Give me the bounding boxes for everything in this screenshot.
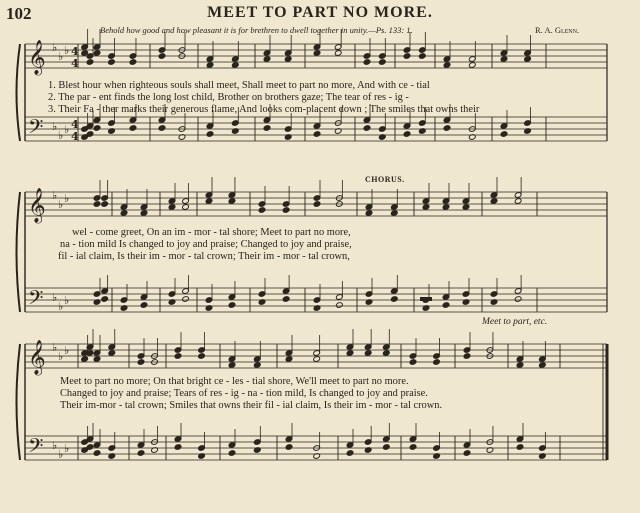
note-head bbox=[120, 210, 128, 217]
note-head bbox=[93, 450, 101, 457]
note-head bbox=[129, 125, 137, 132]
hymn-title: MEET TO PART NO MORE. bbox=[207, 4, 433, 21]
note-head bbox=[391, 210, 399, 217]
flat-sign: ♭ bbox=[52, 341, 58, 354]
note-head bbox=[182, 204, 190, 211]
flat-sign: ♭ bbox=[52, 41, 58, 54]
flat-sign: ♭ bbox=[58, 198, 64, 211]
note-head bbox=[158, 53, 166, 60]
flat-sign: ♭ bbox=[52, 189, 58, 202]
note-head bbox=[263, 56, 271, 63]
flat-sign: ♭ bbox=[64, 294, 70, 307]
note-head bbox=[500, 56, 508, 63]
note-head bbox=[403, 131, 411, 138]
epigraph: Behold how good and how pleasant it is for brethren to dwell together in unity.—Ps. 133: 1. bbox=[100, 25, 413, 35]
note-head bbox=[514, 198, 522, 205]
note-head bbox=[313, 131, 321, 138]
note-head bbox=[93, 356, 101, 363]
author-credit: R. A. Glenn. bbox=[535, 25, 580, 35]
flat-sign: ♭ bbox=[58, 350, 64, 363]
note-head bbox=[228, 198, 236, 205]
time-sig-bottom: 4 bbox=[71, 130, 79, 143]
flat-sign: ♭ bbox=[58, 129, 64, 142]
note-head bbox=[313, 356, 321, 363]
note-head bbox=[334, 50, 342, 57]
note-head bbox=[516, 444, 524, 451]
flat-sign: ♭ bbox=[58, 300, 64, 313]
note-head bbox=[254, 362, 262, 369]
note-head bbox=[206, 131, 214, 138]
note-head bbox=[463, 353, 471, 360]
system-brace bbox=[17, 44, 21, 141]
note-head bbox=[313, 201, 321, 208]
flat-sign: ♭ bbox=[64, 192, 70, 205]
note-head bbox=[81, 356, 89, 363]
note-head bbox=[93, 50, 101, 57]
verse2-line3: Changed to joy and praise; Tears of res - ig - na - tion mild, Is changed to joy and praise. bbox=[60, 388, 428, 399]
note-head bbox=[158, 125, 166, 132]
note-head bbox=[258, 207, 266, 214]
note-head bbox=[228, 450, 236, 457]
note-head bbox=[86, 59, 94, 66]
note-head bbox=[137, 450, 145, 457]
note-head bbox=[363, 59, 371, 66]
time-sig-bottom: 4 bbox=[71, 57, 79, 70]
treble-clef: 𝄞 bbox=[28, 188, 46, 223]
note-head bbox=[433, 359, 441, 366]
note-head bbox=[232, 62, 240, 69]
note-head bbox=[422, 204, 430, 211]
note-head bbox=[336, 302, 344, 309]
note-head bbox=[442, 302, 450, 309]
flat-sign: ♭ bbox=[52, 291, 58, 304]
flat-sign: ♭ bbox=[64, 44, 70, 57]
note-head bbox=[198, 353, 206, 360]
note-head bbox=[282, 207, 290, 214]
note-head bbox=[86, 444, 94, 451]
verse1-line1: 1. Blest hour when righteous souls shall meet, Shall meet to part no more, And with ce - tial bbox=[48, 80, 430, 91]
verse3-line3: Their im-mor - tal crown; Smiles that owns their fil - ial claim, Is their im - mor - tal crown. bbox=[60, 400, 443, 411]
note-head bbox=[469, 62, 477, 69]
note-head bbox=[285, 444, 293, 451]
note-head bbox=[206, 62, 214, 69]
time-sig-top: 4 bbox=[71, 45, 79, 58]
note-head bbox=[93, 201, 101, 208]
note-head bbox=[263, 125, 271, 132]
treble-clef: 𝄞 bbox=[28, 340, 46, 375]
note-head bbox=[228, 302, 236, 309]
verse3-line1: 3. Their Fa - ther marks their generous flame, And looks com-placent down ; The smiles that owns their bbox=[48, 104, 480, 115]
flat-sign: ♭ bbox=[52, 120, 58, 133]
verse1-line2: wel - come greet, On an im - mor - tal shore; Meet to part no more, bbox=[72, 227, 351, 238]
note-head bbox=[490, 198, 498, 205]
note-head bbox=[346, 350, 354, 357]
note-head bbox=[86, 131, 94, 138]
note-head bbox=[403, 53, 411, 60]
note-head bbox=[140, 302, 148, 309]
note-head bbox=[539, 362, 547, 369]
note-head bbox=[129, 59, 137, 66]
note-head bbox=[443, 62, 451, 69]
flat-sign: ♭ bbox=[64, 344, 70, 357]
note-head bbox=[514, 296, 522, 303]
page-number: 102 bbox=[6, 4, 32, 23]
note-head bbox=[93, 125, 101, 132]
note-head bbox=[500, 131, 508, 138]
bass-clef: 𝄢 bbox=[28, 115, 44, 143]
flat-sign: ♭ bbox=[64, 442, 70, 455]
bass-clef: 𝄢 bbox=[28, 434, 44, 462]
note-head bbox=[108, 350, 116, 357]
note-head bbox=[516, 362, 524, 369]
note-head bbox=[346, 450, 354, 457]
note-head bbox=[174, 444, 182, 451]
note-head bbox=[463, 450, 471, 457]
note-head bbox=[391, 296, 399, 303]
note-head bbox=[409, 359, 417, 366]
note-head bbox=[409, 444, 417, 451]
system-brace bbox=[17, 344, 21, 460]
verse3-line2: fil - ial claim, Is their im - mor - tal crown; Their im - mor - tal crown, bbox=[58, 251, 350, 262]
note-head bbox=[282, 296, 290, 303]
note-head bbox=[174, 353, 182, 360]
note-head bbox=[419, 53, 427, 60]
note-head bbox=[462, 204, 470, 211]
bass-footnote: Meet to part, etc. bbox=[482, 317, 548, 327]
note-head bbox=[168, 204, 176, 211]
verse2-line2: na - tion mild Is changed to joy and praise; Changed to joy and praise, bbox=[60, 239, 352, 250]
note-head bbox=[379, 59, 387, 66]
note-head bbox=[182, 296, 190, 303]
note-head bbox=[108, 59, 116, 66]
verse2-line1: 2. The par - ent finds the long lost child, Brother on brothers gaze; The tear of res - ig - bbox=[48, 92, 409, 103]
note-head bbox=[284, 56, 292, 63]
chorus-label: CHORUS. bbox=[365, 175, 405, 184]
flat-sign: ♭ bbox=[64, 123, 70, 136]
flat-sign: ♭ bbox=[58, 50, 64, 63]
note-head bbox=[228, 362, 236, 369]
verse1-line3: Meet to part no more; On that bright ce - les - tial shore, We'll meet to part no more. bbox=[60, 376, 409, 387]
note-head bbox=[363, 125, 371, 132]
note-head bbox=[365, 210, 373, 217]
note-head bbox=[364, 350, 372, 357]
note-head bbox=[205, 198, 213, 205]
note-head bbox=[443, 125, 451, 132]
time-sig-top: 4 bbox=[71, 118, 79, 131]
note-head bbox=[383, 350, 391, 357]
note-head bbox=[101, 296, 109, 303]
note-head bbox=[313, 50, 321, 57]
note-head bbox=[101, 201, 109, 208]
bass-clef: 𝄢 bbox=[28, 286, 44, 314]
note-head bbox=[442, 204, 450, 211]
note-head bbox=[383, 444, 391, 451]
treble-clef: 𝄞 bbox=[28, 40, 46, 75]
system-brace bbox=[17, 192, 21, 312]
whole-rest bbox=[420, 297, 432, 301]
note-head bbox=[137, 359, 145, 366]
note-head bbox=[285, 356, 293, 363]
note-head bbox=[524, 56, 532, 63]
flat-sign: ♭ bbox=[58, 448, 64, 461]
note-head bbox=[140, 210, 148, 217]
flat-sign: ♭ bbox=[52, 439, 58, 452]
